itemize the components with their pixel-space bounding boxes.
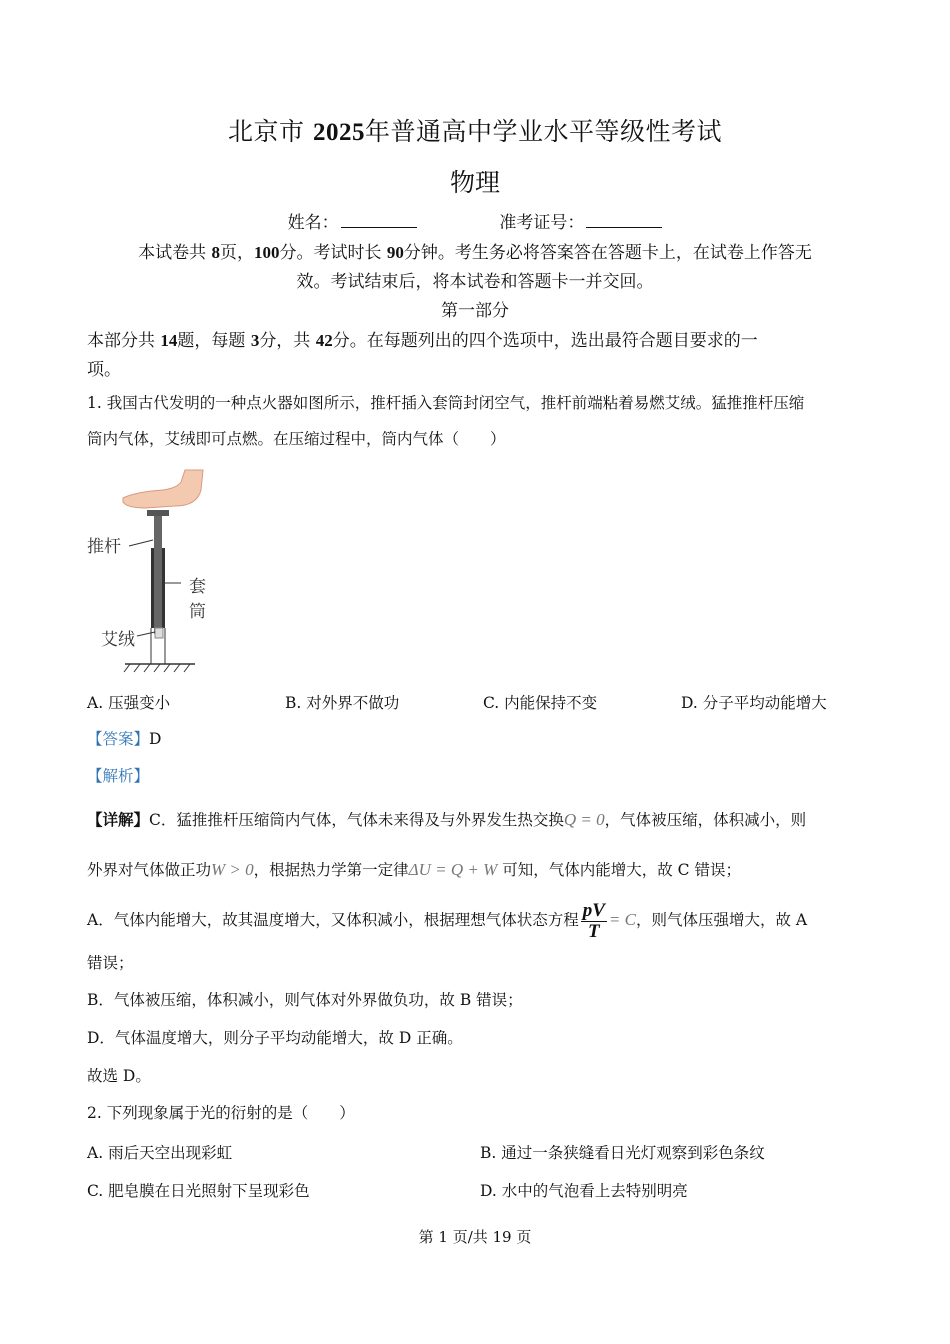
q1-stem-line1: 1. 我国古代发明的一种点火器如图所示，推杆插入套筒封闭空气，推杆前端粘着易燃艾绒。猛推推杆压缩	[87, 394, 805, 412]
instructions-line2: 效。考试结束后，将本试卷和答题卡一并交回。	[296, 272, 654, 292]
q2-options-row2	[0, 1179, 950, 1201]
q1-option-a[interactable]: A. 压强变小	[87, 694, 171, 712]
name-label: 姓名：	[287, 213, 339, 233]
q1-option-c[interactable]: C. 内能保持不变	[483, 694, 598, 712]
q1-stem-line2: 筒内气体，艾绒即可点燃。在压缩过程中，筒内气体（ ）	[87, 430, 506, 448]
instructions	[0, 238, 950, 326]
q1-option-d[interactable]: D. 分子平均动能增大	[681, 694, 827, 712]
q1-analysis-label: 【解析】	[87, 767, 150, 785]
q1-detail-line1: 【详解】C．猛推推杆压缩筒内气体，气体未来得及与外界发生热交换Q = 0，气体被压缩，体积减小，则	[87, 810, 807, 829]
q1-detail-line4: 错误；	[87, 954, 134, 972]
q2-option-d[interactable]: D. 水中的气泡看上去特别明亮	[480, 1182, 688, 1200]
id-blank	[586, 211, 662, 228]
q1-option-b[interactable]: B. 对外界不做功	[285, 694, 400, 712]
q1-answer	[87, 729, 877, 749]
q1-detail-line3: A．气体内能增大，故其温度增大，又体积减小，根据理想气体状态方程 $\frac{pV}{T}$ = C，则气体压强增大，故 A	[87, 899, 808, 942]
instructions-line1: 本试卷共 8页，100分。考试时长 90分钟。考生务必将答案答在答题卡上，在试卷上作答无	[138, 243, 812, 263]
fire-piston-figure	[85, 468, 205, 673]
page-number: 第 1 页/共 19 页	[418, 1228, 532, 1246]
q1-detail-line2: 外界对气体做正功W > 0，根据热力学第一定律ΔU = Q + W 可知，气体内能增大，故 C 错误；	[87, 860, 741, 879]
title-prefix: 北京市	[228, 117, 313, 146]
candidate-info-row	[0, 208, 950, 233]
q2-stem: 2. 下列现象属于光的衍射的是（ ）	[87, 1104, 355, 1122]
q1-detail-line5: B．气体被压缩，体积减小，则气体对外界做负功，故 B 错误；	[87, 991, 523, 1009]
part1-description: 本部分共 14题，每题 3分，共 42分。在每题列出的四个选项中，选出最符合题目要求的一 项。	[87, 331, 758, 380]
q1-detail-line6: D．气体温度增大，则分子平均动能增大，故 D 正确。	[87, 1029, 463, 1047]
label-push-rod: 推杆	[87, 537, 121, 557]
answer-value: D	[149, 730, 162, 748]
q2-option-c[interactable]: C. 肥皂膜在日光照射下呈现彩色	[87, 1182, 310, 1200]
q1-conclusion: 故选 D。	[87, 1067, 151, 1085]
answer-label: 【答案】	[87, 730, 150, 748]
q1-options	[0, 691, 950, 713]
part1-heading: 第一部分	[441, 301, 509, 321]
name-blank	[341, 211, 417, 228]
q2-options-row1	[0, 1141, 950, 1163]
label-sleeve: 套筒	[189, 577, 206, 622]
q2-option-b[interactable]: B. 通过一条狭缝看日光灯观察到彩色条纹	[480, 1144, 765, 1162]
q2-option-a[interactable]: A. 雨后天空出现彩虹	[87, 1144, 233, 1162]
id-label: 准考证号：	[499, 213, 585, 233]
title-suffix: 年普通高中学业水平等级性考试	[364, 117, 722, 146]
label-moxa: 艾绒	[101, 630, 135, 650]
exam-title	[0, 112, 950, 148]
subject-title: 物理	[449, 168, 500, 197]
title-year: 2025	[312, 119, 365, 146]
ideal-gas-fraction: $\frac{pV}{T}$	[582, 899, 605, 942]
